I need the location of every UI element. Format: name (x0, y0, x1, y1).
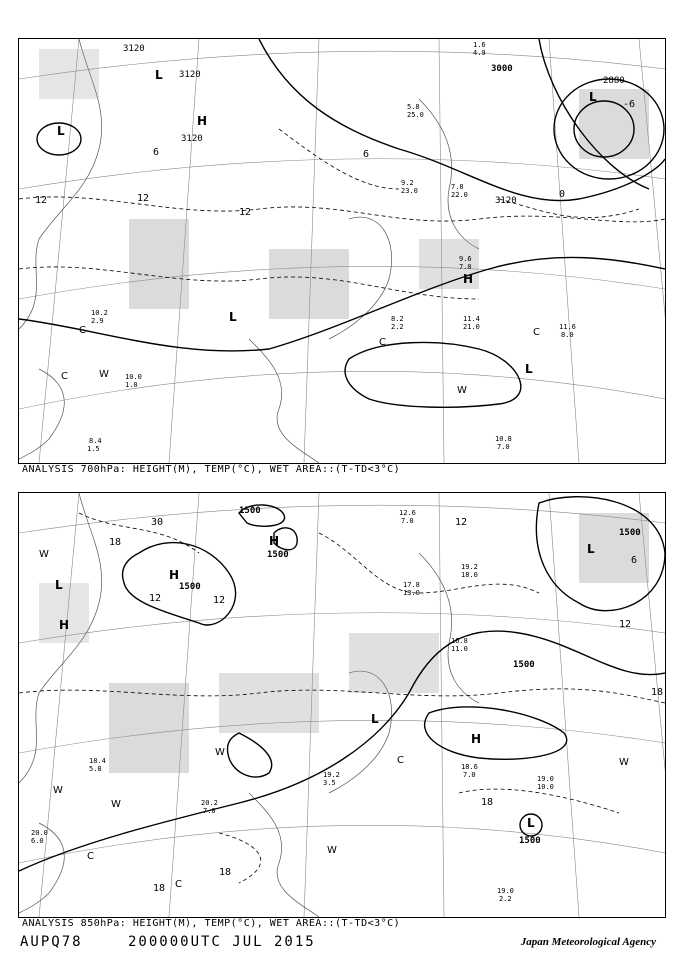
high-center-marker: H (471, 732, 482, 746)
svg-text:19.0: 19.0 (497, 887, 514, 895)
svg-text:3.5: 3.5 (323, 779, 336, 787)
high-center-marker: H (59, 618, 70, 632)
station-report (403, 581, 420, 597)
thermal-mark: W (111, 799, 121, 810)
low-center-marker: L (229, 310, 237, 324)
station-report (463, 315, 480, 331)
station-report (391, 315, 404, 331)
contour-label: 2880 (603, 76, 625, 86)
temp-label: 6 (363, 149, 370, 160)
thermal-mark: W (39, 549, 49, 560)
svg-text:7.0: 7.0 (203, 807, 216, 815)
contour-label: 3120 (179, 70, 201, 80)
svg-text:20.2: 20.2 (201, 799, 218, 807)
low-center-marker: L (587, 542, 595, 556)
svg-text:2.2: 2.2 (499, 895, 512, 903)
station-report (497, 887, 514, 903)
svg-text:7.0: 7.0 (459, 263, 472, 271)
svg-text:7.0: 7.0 (497, 443, 510, 451)
thermal-mark: W (619, 757, 629, 768)
thermal-mark: W (215, 747, 225, 758)
thermal-mark: C (533, 327, 540, 338)
svg-text:18.4: 18.4 (89, 757, 106, 765)
temp-label: 12 (213, 595, 226, 606)
svg-text:12.6: 12.6 (399, 509, 416, 517)
svg-text:18.6: 18.6 (461, 763, 478, 771)
svg-text:16.8: 16.8 (451, 637, 468, 645)
temp-label: 18 (651, 687, 664, 698)
svg-text:9.2: 9.2 (401, 179, 414, 187)
station-report (495, 435, 512, 451)
svg-text:11.0: 11.0 (451, 645, 468, 653)
svg-text:1.6: 1.6 (473, 41, 486, 49)
thermal-mark: C (379, 337, 386, 348)
station-report (407, 103, 424, 119)
station-report (461, 763, 478, 779)
thermal-mark: W (327, 845, 337, 856)
station-report (89, 757, 106, 773)
svg-text:18.0: 18.0 (461, 571, 478, 579)
station-report (401, 179, 418, 195)
thermal-mark: W (99, 369, 109, 380)
thermal-mark: C (79, 325, 86, 336)
chart-id: AUPQ78 (20, 934, 83, 950)
temp-label: 6 (631, 555, 638, 566)
high-center-marker: H (169, 568, 180, 582)
low-center-marker: L (155, 68, 163, 82)
station-report (461, 563, 478, 579)
svg-text:7.0: 7.0 (401, 517, 414, 525)
svg-text:19.2: 19.2 (461, 563, 478, 571)
station-report (459, 255, 472, 271)
contour-label: 1500 (619, 528, 641, 538)
svg-text:10.2: 10.2 (91, 309, 108, 317)
station-report (31, 829, 48, 845)
low-center-marker: L (589, 90, 597, 104)
svg-text:22.0: 22.0 (451, 191, 468, 199)
temp-label: 12 (239, 207, 252, 218)
svg-text:2.9: 2.9 (91, 317, 104, 325)
thermal-mark: W (457, 385, 467, 396)
contour-label: 1500 (239, 506, 261, 516)
svg-text:23.0: 23.0 (401, 187, 418, 195)
svg-text:4.9: 4.9 (473, 49, 486, 57)
map-850hpa (18, 492, 666, 918)
svg-text:19.0: 19.0 (537, 775, 554, 783)
svg-text:8.2: 8.2 (391, 315, 404, 323)
contour-label: 1500 (519, 836, 541, 846)
low-center-marker: L (55, 578, 63, 592)
svg-text:10.8: 10.8 (495, 435, 512, 443)
contour-label: 3120 (495, 196, 517, 206)
map-850hpa-svg (19, 493, 665, 917)
station-report (537, 775, 554, 791)
contour-label: 3120 (123, 44, 145, 54)
station-report (201, 799, 218, 815)
contour-label: 3120 (181, 134, 203, 144)
contour-label: 3000 (491, 64, 513, 74)
svg-text:1.5: 1.5 (87, 445, 100, 453)
thermal-mark: C (87, 851, 94, 862)
svg-text:13.0: 13.0 (403, 589, 420, 597)
agency-credit: Japan Meteorological Agency (520, 936, 656, 948)
temp-label: 12 (149, 593, 162, 604)
map-700hpa-svg (19, 39, 665, 463)
low-center-marker: L (527, 816, 535, 830)
svg-text:11.6: 11.6 (559, 323, 576, 331)
temp-label: 18 (153, 883, 166, 894)
contour-label: 1500 (179, 582, 201, 592)
thermal-mark: C (61, 371, 68, 382)
temp-label: 18 (109, 537, 122, 548)
temp-label: 12 (137, 193, 150, 204)
thermal-mark: W (53, 785, 63, 796)
station-report (451, 183, 468, 199)
temp-label: 12 (619, 619, 632, 630)
svg-text:7.8: 7.8 (451, 183, 464, 191)
station-report (125, 373, 142, 389)
contour-label: 1500 (513, 660, 535, 670)
svg-text:5.8: 5.8 (89, 765, 102, 773)
svg-text:11.4: 11.4 (463, 315, 480, 323)
map-700hpa (18, 38, 666, 464)
svg-text:20.0: 20.0 (31, 829, 48, 837)
svg-text:19.2: 19.2 (323, 771, 340, 779)
station-report (399, 509, 416, 525)
svg-text:5.8: 5.8 (407, 103, 420, 111)
svg-text:7.0: 7.0 (463, 771, 476, 779)
svg-text:2.2: 2.2 (391, 323, 404, 331)
svg-text:1.0: 1.0 (125, 381, 138, 389)
height-contours (19, 39, 665, 407)
temp-label: 30 (151, 517, 164, 528)
station-report (91, 309, 108, 325)
high-center-marker: H (197, 114, 208, 128)
svg-text:8.0: 8.0 (561, 331, 574, 339)
svg-text:10.0: 10.0 (125, 373, 142, 381)
valid-time: 200000UTC JUL 2015 (128, 934, 316, 950)
temp-label: 18 (481, 797, 494, 808)
svg-text:21.0: 21.0 (463, 323, 480, 331)
wet-area-hatching (39, 49, 649, 319)
station-report (451, 637, 468, 653)
station-report (87, 437, 102, 453)
svg-text:25.0: 25.0 (407, 111, 424, 119)
station-report (473, 41, 486, 57)
temp-label: 12 (455, 517, 468, 528)
svg-text:6.0: 6.0 (31, 837, 44, 845)
svg-text:10.0: 10.0 (537, 783, 554, 791)
station-report (559, 323, 576, 339)
temp-label: 0 (559, 189, 566, 200)
low-center-marker: L (57, 124, 65, 138)
caption-700hpa: ANALYSIS 700hPa: HEIGHT(M), TEMP(°C), WET AREA::(T-TD<3°C) (22, 464, 401, 475)
contour-label: 1500 (267, 550, 289, 560)
temp-label: 6 (153, 147, 160, 158)
temp-label: 18 (219, 867, 232, 878)
caption-850hpa: ANALYSIS 850hPa: HEIGHT(M), TEMP(°C), WET AREA::(T-TD<3°C) (22, 918, 401, 929)
temp-label: -6 (623, 99, 636, 110)
high-center-marker: H (269, 534, 280, 548)
temp-label: 12 (35, 195, 48, 206)
svg-text:8.4: 8.4 (89, 437, 102, 445)
thermal-mark: C (397, 755, 404, 766)
svg-text:9.6: 9.6 (459, 255, 472, 263)
station-report (323, 771, 340, 787)
thermal-mark: C (175, 879, 182, 890)
high-center-marker: H (463, 272, 474, 286)
svg-text:17.8: 17.8 (403, 581, 420, 589)
low-center-marker: L (371, 712, 379, 726)
low-center-marker: L (525, 362, 533, 376)
